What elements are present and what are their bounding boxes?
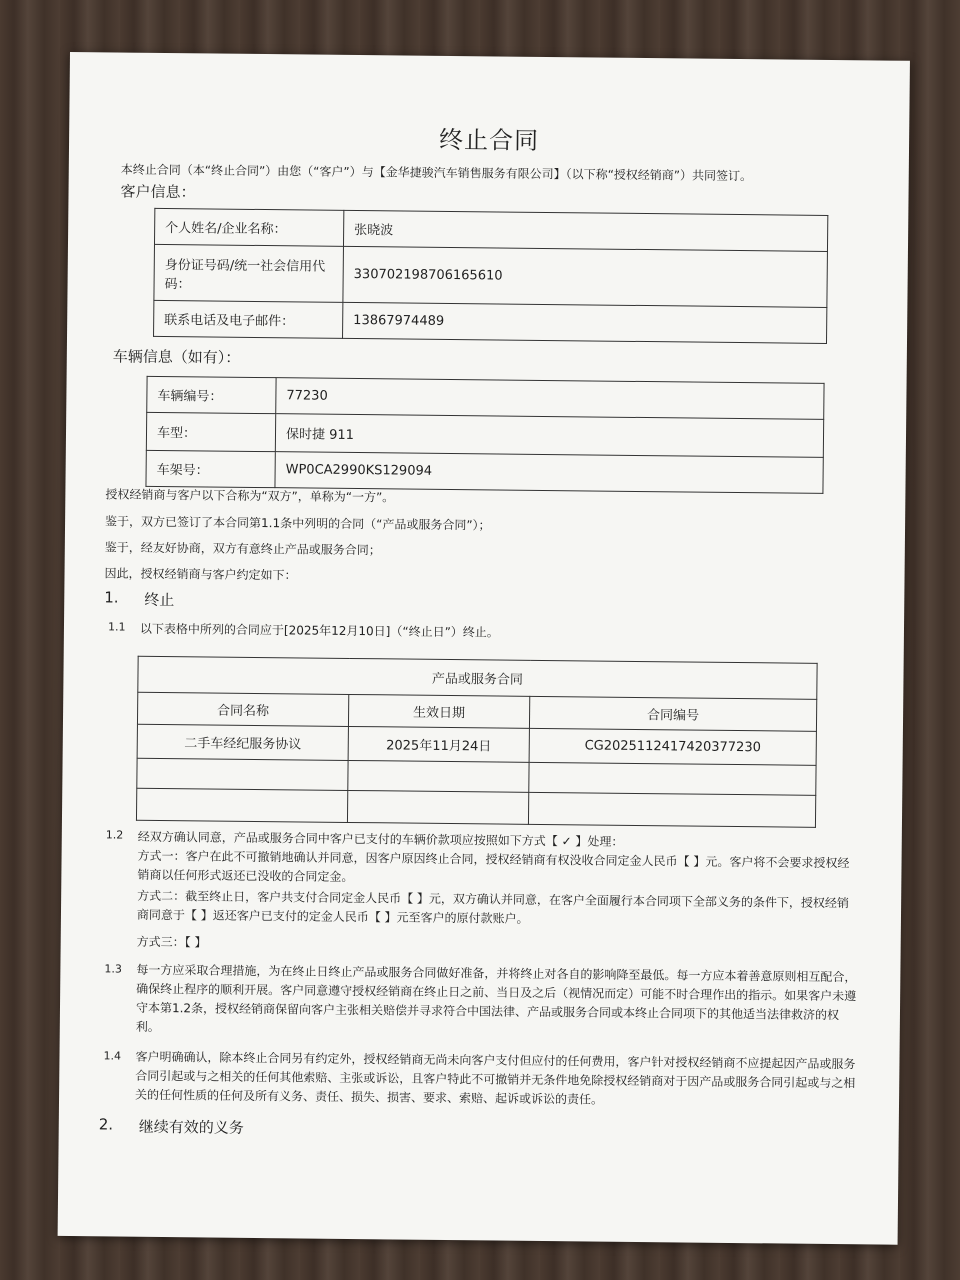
vehicle-model-value: 保时捷 911 [275,414,823,458]
clause-1-3-number: 1.3 [104,962,122,976]
contract-table [136,656,818,828]
header-contract-name: 合同名称 [137,692,348,726]
clause-1-2-text: 经双方确认同意，产品或服务合同中客户已支付的车辆价款项应按照如下方式【 ✓ 】处理： [137,829,624,849]
document-page [58,52,910,1245]
customer-name-label: 个人姓名/企业名称： [154,208,343,246]
table-row [154,300,827,343]
clause-1-4-text: 客户明确确认，除本终止合同另有约定外，授权经销商无尚未向客户支付但应付的任何费用，客户针对授权经销商不应提起因产品或服务合同引起或与之相关的任何其他索赔、主张或诉讼，且客户特此不可撤销并无条件地免除授权经销商对于因产品或服务合同引起或与之相关的任何性质的任何及所有义务、责任、损失、损害、要求、索赔、起诉或诉讼的责任。 [135,1049,856,1107]
table-cell [347,790,528,824]
clause-1-1-text: 以下表格中所列的合同应于[2025年12月10日]（“终止日”）终止。 [139,621,499,640]
document-title: 终止合同 [438,125,540,155]
paragraph-therefore: 因此，授权经销商与客户约定如下： [104,566,297,583]
vehicle-vin-value: WP0CA2990KS129094 [275,452,823,494]
customer-id-value: 330702198706165610 [343,246,828,307]
clause-1-3-text: 每一方应采取合理措施，为在终止日终止产品或服务合同做好准备，并将终止对各自的影响降至最低。每一方应本着善意原则相互配合，确保终止程序的顺利开展。客户同意遵守授权经销商在终止日之前、当日及之后（视情况而定）可能不时合理作出的指示。如果客户未遵守本第1.2条，授权经销商保留向客户主张相关赔偿并寻求符合中国法律、产品或服务合同或本终止合同项下的其他适当法律救济的权利。 [135,962,857,1034]
vehicle-number-value: 77230 [276,378,824,420]
paragraph-parties: 授权经销商与客户以下合称为“双方”，单称为“一方”。 [105,487,395,505]
table-cell [348,760,529,792]
table-cell [137,758,348,790]
customer-heading: 客户信息： [120,182,196,202]
vehicle-vin-label: 车架号： [146,450,275,487]
cell-effective-date: 2025年11月24日 [348,726,529,762]
vehicle-number-label: 车辆编号： [147,376,276,413]
table-row [154,244,828,307]
header-effective-date: 生效日期 [348,694,529,728]
clause-1-2-option-3: 方式三：【 】 [136,934,207,950]
section-2-title: 继续有效的义务 [138,1117,244,1137]
clause-1-2-number: 1.2 [105,828,124,842]
vehicle-info-table [145,376,824,494]
customer-contact-value: 13867974489 [343,302,827,343]
section-1-number: 1. [104,588,119,607]
customer-id-label: 身份证号码/统一社会信用代码： [154,244,344,302]
contract-table-caption: 产品或服务合同 [138,656,817,699]
header-contract-number: 合同编号 [529,696,816,731]
clause-1-2-option-2: 方式二：截至终止日，客户共支付合同定金人民币【 】元，双方确认并同意，在客户全面履行本合同项下全部义务的条件下，授权经销商同意于【 】返还客户已支付的定金人民币【 】元至客户的原付款账户。 [136,888,850,926]
customer-name-value: 张晓波 [343,210,827,251]
cell-contract-number: CG2025112417420377230 [529,728,816,765]
vehicle-model-label: 车型： [146,412,275,451]
table-cell [528,792,815,827]
vehicle-heading: 车辆信息（如有）： [112,347,241,367]
clause-1-1-number: 1.1 [107,620,126,634]
customer-info-table [153,208,828,344]
clause-1-4-number: 1.4 [103,1049,122,1063]
clause-1-2-option-1: 方式一：客户在此不可撤销地确认并同意，因客户原因终止合同，授权经销商有权没收合同定金人民币【 】元。客户将不会要求授权经销商以任何形式返还已没收的合同定金。 [137,848,850,885]
paragraph-whereas-1: 鉴于，双方已签订了本合同第1.1条中列明的合同（“产品或服务合同”）； [105,514,491,533]
table-row [136,788,815,827]
section-2-number: 2. [98,1115,114,1134]
section-1-title: 终止 [144,590,175,610]
paragraph-whereas-2: 鉴于，经友好协商，双方有意终止产品或服务合同； [104,540,381,558]
customer-contact-label: 联系电话及电子邮件： [154,300,343,338]
table-cell [529,762,816,795]
cell-contract-name: 二手车经纪服务协议 [137,724,348,760]
intro-paragraph: 本终止合同（本“终止合同”）由您（“客户”）与【金华捷骏汽车销售服务有限公司】（以下称“授权经销商”）共同签订。 [120,162,753,184]
table-cell [136,788,347,822]
